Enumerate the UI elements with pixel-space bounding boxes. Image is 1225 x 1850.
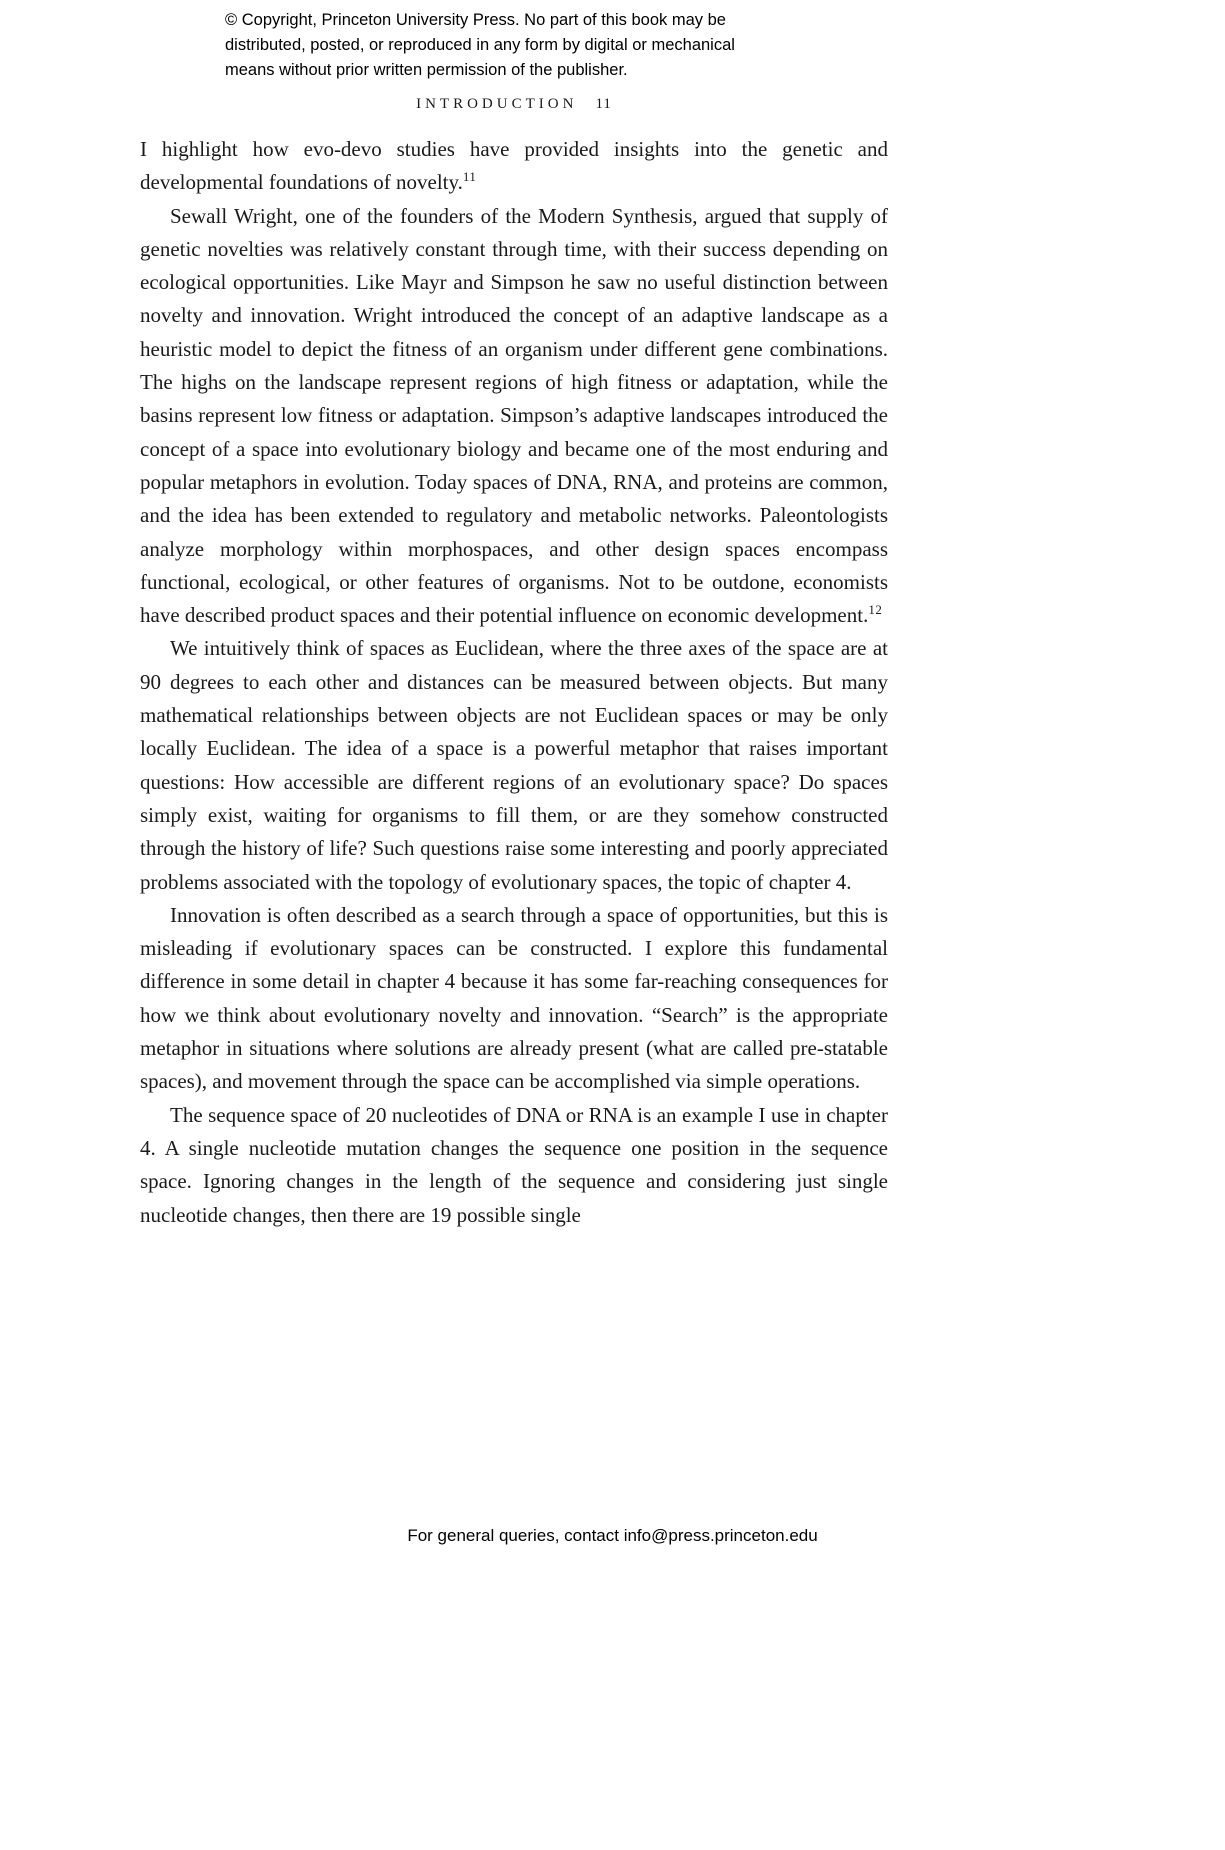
running-head [140, 96, 888, 113]
paragraph-1-text: I highlight how evo-devo studies have provided insights into the genetic and developmental foundations of novelty. [140, 137, 888, 195]
paragraph-4 [140, 899, 888, 1099]
footer-text: For general queries, contact info@press.princeton.edu [407, 1526, 818, 1545]
paragraph-1 [140, 133, 888, 200]
copyright-line-1: © Copyright, Princeton University Press. No part of this book may be [225, 11, 726, 29]
page-footer [0, 1526, 1225, 1546]
copyright-notice [225, 8, 735, 83]
paragraph-5 [140, 1099, 888, 1232]
paragraph-4-text: Innovation is often described as a search through a space of opportunities, but this is misleading if evolutionary spaces can be constructed. I explore this fundamental difference in some detail in chapter 4 because it has some far-reaching consequences for how we think about evolutionary novelty and innovation. “Search” is the appropriate metaphor in situations where solutions are already present (what are called pre-statable spaces), and movement through the space can be accomplished via simple operations. [140, 902, 888, 1094]
copyright-line-2: distributed, posted, or reproduced in any form by digital or mechanical [225, 36, 735, 54]
page-number: 11 [595, 96, 612, 112]
paragraph-2 [140, 200, 888, 633]
paragraph-3-text: We intuitively think of spaces as Euclidean, where the three axes of the space are at 90 degrees to each other and distances can be measured between objects. But many mathematical relationships between objects are not Euclidean spaces or may be only locally Euclidean. The idea of a space is a powerful metaphor that raises important questions: How accessible are different regions of an evolutionary space? Do spaces simply exist, waiting for organisms to fill them, or are they somehow constructed through the history of life? Such questions raise some interesting and poorly appreciated problems associated with the topology of evolutionary spaces, the topic of chapter 4. [140, 636, 888, 894]
paragraph-2-text: Sewall Wright, one of the founders of the Modern Synthesis, argued that supply of genetic novelties was relatively constant through time, with their success depending on ecological opportunities. Like Mayr and Simpson he saw no useful distinction between novelty and innovation. Wright introduced the concept of an adaptive landscape as a heuristic model to depict the fitness of an organism under different gene combinations. The highs on the landscape represent regions of high fitness or adaptation, while the basins represent low fitness or adaptation. Simpson’s adaptive landscapes introduced the concept of a space into evolutionary biology and became one of the most enduring and popular metaphors in evolution. Today spaces of DNA, RNA, and proteins are common, and the idea has been extended to regulatory and metabolic networks. Paleontologists analyze morphology within morphospaces, and other design spaces encompass functional, ecological, or other features of organisms. Not to be outdone, economists have described product spaces and their potential influence on economic development. [140, 203, 888, 628]
footnote-ref-12: 12 [868, 602, 883, 618]
body-text [140, 133, 888, 1232]
paragraph-5-text: The sequence space of 20 nucleotides of DNA or RNA is an example I use in chapter 4. A single nucleotide mutation changes the sequence one position in the sequence space. Ignoring changes in the length of the sequence and considering just single nucleotide changes, then there are 19 possible single [140, 1102, 888, 1227]
running-head-title: INTRODUCTION [416, 96, 578, 112]
paragraph-3 [140, 632, 888, 898]
copyright-line-3: means without prior written permission of the publisher. [225, 61, 628, 79]
footnote-ref-11: 11 [462, 169, 477, 185]
